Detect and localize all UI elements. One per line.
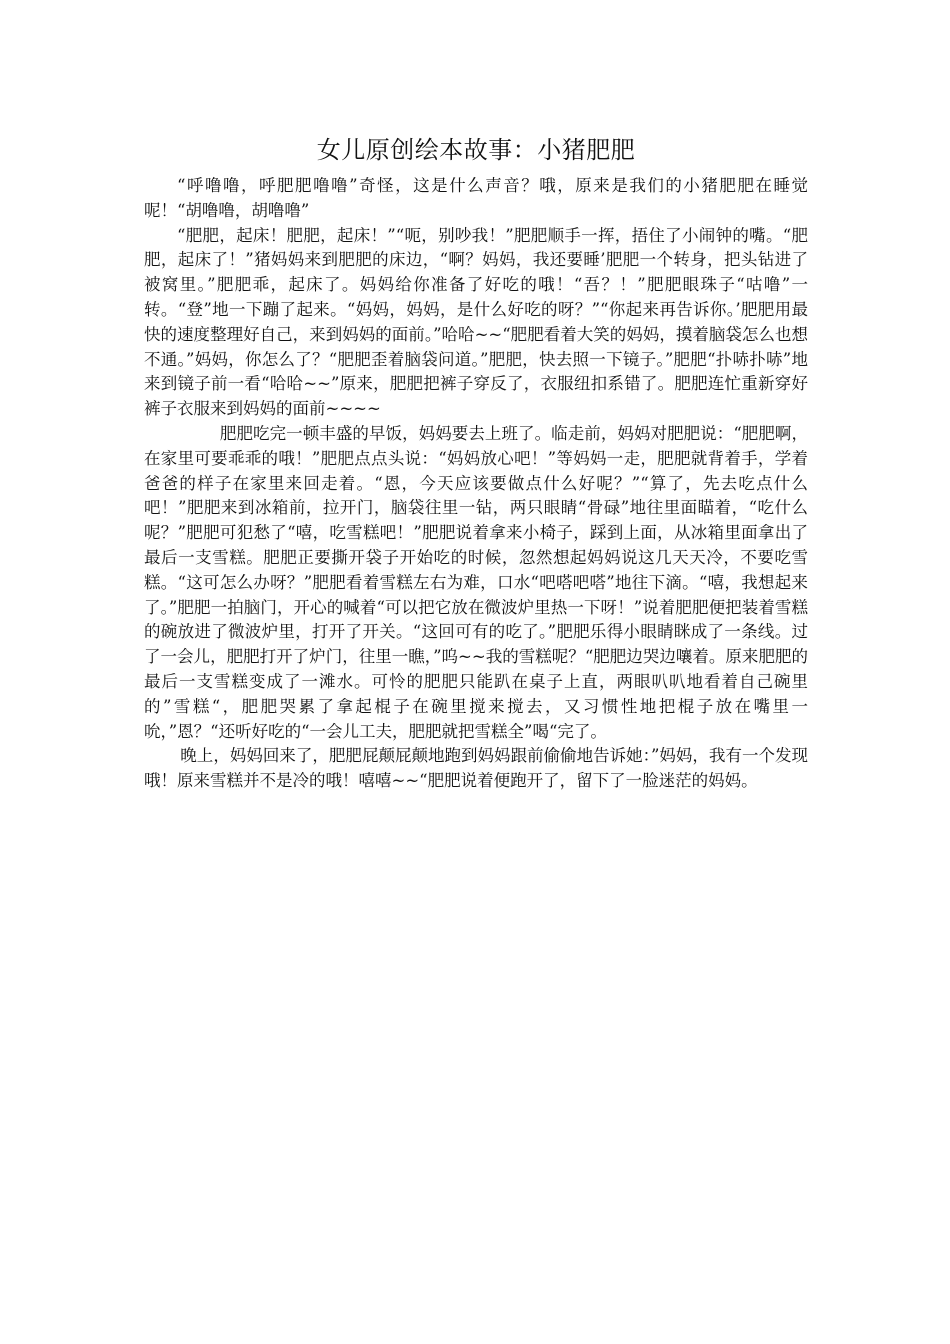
document-page [144, 130, 808, 794]
story-paragraph-1: “呼噜噜，呼肥肥噜噜”奇怪，这是什么声音？哦，原来是我们的小猪肥肥在睡觉呢！“胡噜噜，胡噜噜” [144, 176, 808, 220]
story-paragraph-4: 晚上，妈妈回来了，肥肥屁颠屁颠地跑到妈妈跟前偷偷地告诉她：”妈妈，我有一个发现哦！原来雪糕并不是冷的哦！嘻嘻~~“肥肥说着便跑开了，留下了一脸迷茫的妈妈。 [144, 746, 808, 791]
story-paragraph-2: “肥肥，起床！肥肥，起床！”“呃，别吵我！”肥肥顺手一挥，捂住了小闹钟的嘴。“肥肥，起床了！”猪妈妈来到肥肥的床边，“啊？妈妈，我还要睡’肥肥一个转身，把头钻进了被窝里。”肥肥乖，起床了。妈妈给你准备了好吃的哦！“吾？！”肥肥眼珠子“咕噜”一转。“登”地一下蹦了起来。“妈妈，妈妈，是什么好吃的呀？”“你起来再告诉你。’肥肥用最快的速度整理好自己，来到妈妈的面前。”哈哈~~“肥肥看着大笑的妈妈，摸着脑袋怎么也想不通。”妈妈，你怎么了？“肥肥歪着脑袋问道。”肥肥，快去照一下镜子。”肥肥“扑哧扑哧”地来到镜子前一看“哈哈~~”原来，肥肥把裤子穿反了，衣服纽扣系错了。肥肥连忙重新穿好裤子衣服来到妈妈的面前~~~~ [144, 225, 808, 419]
document-title: 女儿原创绘本故事：小猪肥肥 [316, 136, 636, 164]
story-paragraph-3: 肥肥吃完一顿丰盛的早饭，妈妈要去上班了。临走前，妈妈对肥肥说：“肥肥啊，在家里可要乖乖的哦！”肥肥点点头说：“妈妈放心吧！”等妈妈一走，肥肥就背着手，学着爸爸的样子在家里来回走着。“恩，今天应该要做点什么好呢？”“算了，先去吃点什么吧！”肥肥来到冰箱前，拉开门，脑袋往里一钻，两只眼睛“骨碌”地往里面瞄着，“吃什么呢？”肥肥可犯愁了“嘻，吃雪糕吧！”肥肥说着拿来小椅子，踩到上面，从冰箱里面拿出了最后一支雪糕。肥肥正要撕开袋子开始吃的时候，忽然想起妈妈说这几天天冷，不要吃雪糕。“这可怎么办呀？”肥肥看着雪糕左右为难，口水“吧嗒吧嗒”地往下滴。“嘻，我想起来了。”肥肥一拍脑门，开心的喊着“可以把它放在微波炉里热一下呀！”说着肥肥便把装着雪糕的碗放进了微波炉里，打开了开关。“这回可有的吃了。”肥肥乐得小眼睛眯成了一条线。过了一会儿，肥肥打开了炉门，往里一瞧，”呜~~我的雪糕呢？“肥肥边哭边嚷着。原来肥肥的最后一支雪糕变成了一滩水。可怜的肥肥只能趴在桌子上直，两眼叭叭地看着自己碗里的”雪糕“，肥肥哭累了拿起棍子在碗里搅来搅去，又习惯性地把棍子放在嘴里一吮，”恩？“还听好吃的“一会儿工夫，肥肥就把雪糕全”喝“完了。 [144, 423, 808, 741]
